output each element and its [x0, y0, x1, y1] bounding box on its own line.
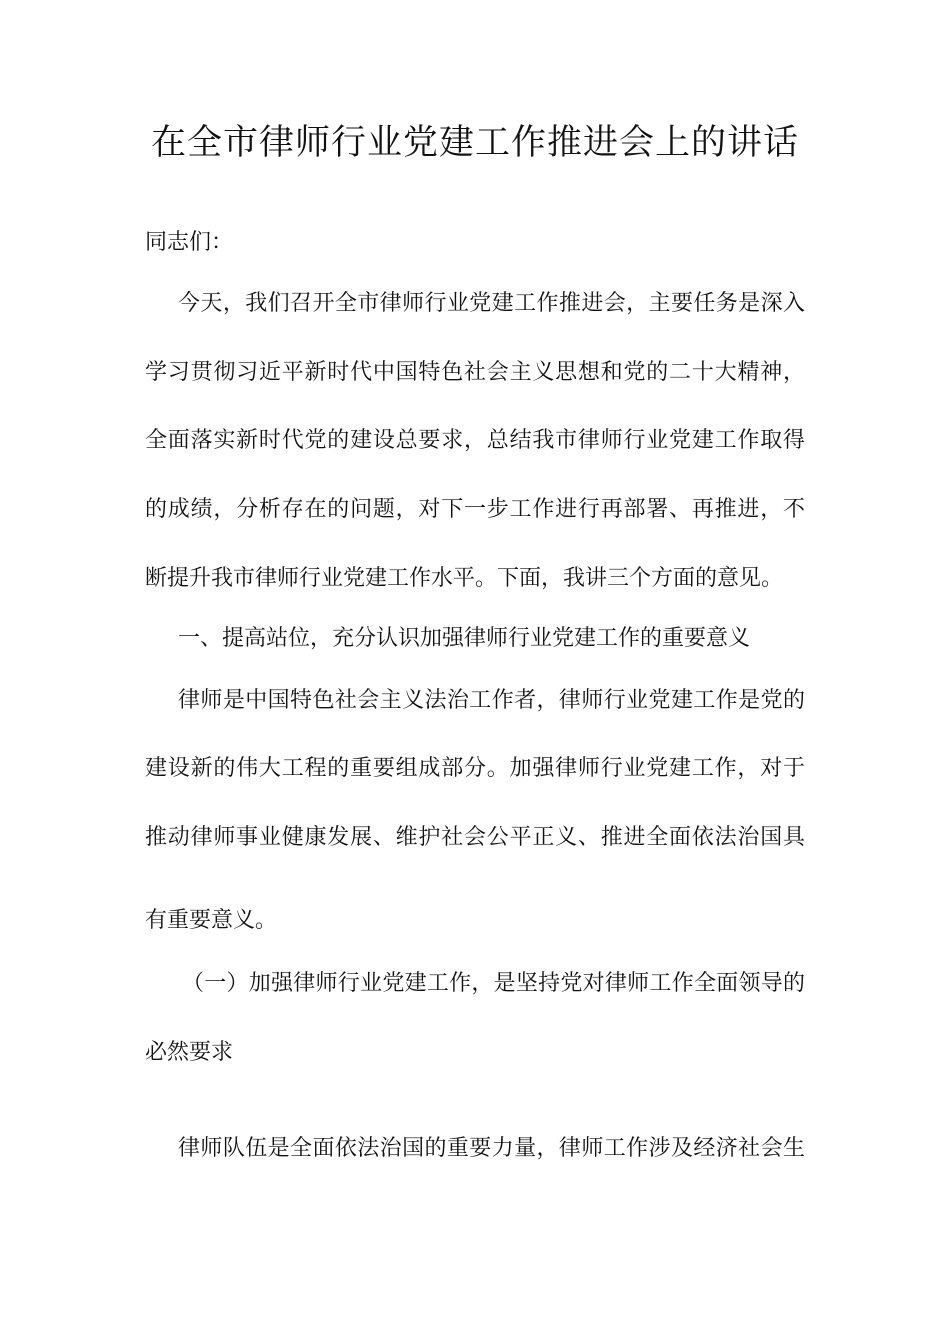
subsection-heading-cont: 必然要求	[145, 1040, 234, 1065]
paragraph-line: 全面落实新时代党的建设总要求，总结我市律师行业党建工作取得	[145, 428, 805, 453]
greeting-line: 同志们：	[145, 230, 234, 255]
paragraph-line: 学习贯彻习近平新时代中国特色社会主义思想和党的二十大精神，	[145, 360, 805, 385]
paragraph-line: 的成绩，分析存在的问题，对下一步工作进行再部署、再推进，不	[145, 497, 805, 522]
paragraph-line: 律师是中国特色社会主义法治工作者，律师行业党建工作是党的	[178, 688, 805, 713]
paragraph-line: 有重要意义。	[145, 908, 278, 933]
paragraph-line: 断提升我市律师行业党建工作水平。下面，我讲三个方面的意见。	[145, 566, 784, 591]
paragraph-line: 今天，我们召开全市律师行业党建工作推进会，主要任务是深入	[178, 291, 805, 316]
paragraph-line: 建设新的伟大工程的重要组成部分。加强律师行业党建工作，对于	[145, 756, 805, 781]
paragraph-line: 律师队伍是全面依法治国的重要力量，律师工作涉及经济社会生	[178, 1136, 805, 1161]
paragraph-line: 推动律师事业健康发展、维护社会公平正义、推进全面依法治国具	[145, 825, 805, 850]
section-heading: 一、提高站位，充分认识加强律师行业党建工作的重要意义	[178, 626, 751, 651]
subsection-heading: （一）加强律师行业党建工作，是坚持党对律师工作全面领导的	[182, 971, 805, 996]
document-title: 在全市律师行业党建工作推进会上的讲话	[150, 123, 799, 163]
